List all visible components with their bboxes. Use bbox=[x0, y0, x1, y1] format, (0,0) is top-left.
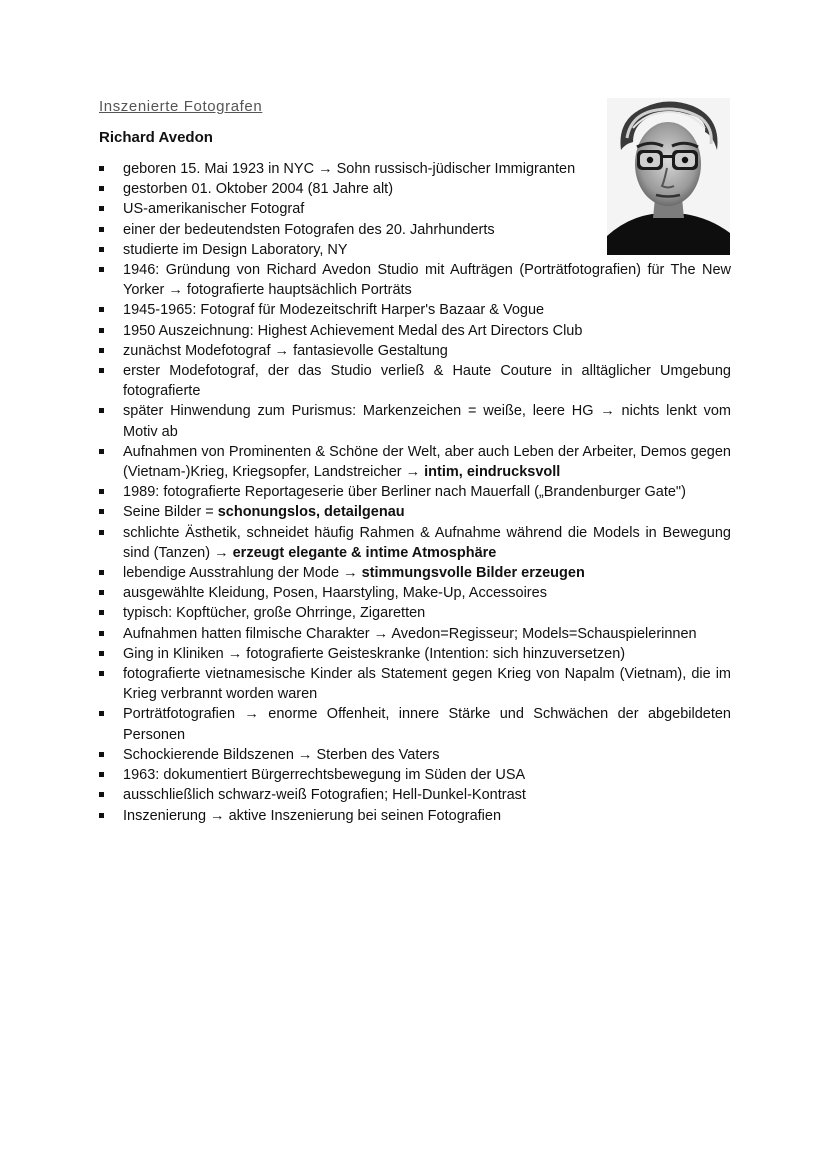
fact-list bbox=[99, 159, 731, 826]
list-item-text: 1945-1965: Fotograf für Modezeitschrift Harper's Bazaar & Vogue bbox=[123, 302, 545, 319]
list-item-text: typisch: Kopftücher, große Ohrringe, Zigaretten bbox=[123, 605, 426, 622]
list-item-text: einer der bedeutendsten Fotografen des 20. Jahrhunderts bbox=[123, 221, 495, 238]
list-item-emphasis: intim, eindrucksvoll bbox=[424, 464, 561, 481]
list-item bbox=[99, 321, 731, 341]
list-item bbox=[99, 179, 595, 199]
list-item bbox=[99, 260, 731, 300]
list-item-emphasis: erzeugt elegante & intime Atmosphäre bbox=[232, 544, 497, 561]
list-item-text: 1963: dokumentiert Bürgerrechtsbewegung im Süden der USA bbox=[123, 767, 526, 784]
list-item-text: fotografierte vietnamesische Kinder als Statement gegen Krieg von Napalm (Vietnam), die im Krieg verbrannt worden waren bbox=[123, 666, 731, 703]
bullet-square-icon bbox=[99, 247, 104, 252]
list-item-text: lebendige Ausstrahlung der Mode → bbox=[123, 565, 362, 582]
list-item-text: Inszenierung → aktive Inszenierung bei seinen Fotografien bbox=[123, 807, 502, 824]
bullet-square-icon bbox=[99, 267, 104, 272]
list-item-text: später Hinwendung zum Purismus: Markenzeichen = weiße, leere HG → nichts lenkt vom Motiv ab bbox=[123, 403, 731, 440]
bullet-square-icon bbox=[99, 509, 104, 514]
list-item bbox=[99, 341, 731, 361]
bullet-square-icon bbox=[99, 671, 104, 676]
bullet-square-icon bbox=[99, 570, 104, 575]
list-item bbox=[99, 806, 731, 826]
list-item bbox=[99, 220, 595, 240]
list-item bbox=[99, 199, 595, 219]
bullet-square-icon bbox=[99, 711, 104, 716]
list-item bbox=[99, 159, 595, 179]
list-item-text: 1989: fotografierte Reportageserie über Berliner nach Mauerfall („Brandenburger Gate") bbox=[123, 484, 686, 501]
bullet-square-icon bbox=[99, 530, 104, 535]
list-item bbox=[99, 523, 731, 563]
list-item-text: ausschließlich schwarz-weiß Fotografien; Hell-Dunkel-Kontrast bbox=[123, 787, 526, 804]
list-item bbox=[99, 401, 731, 441]
bullet-square-icon bbox=[99, 489, 104, 494]
list-item-emphasis: stimmungsvolle Bilder erzeugen bbox=[361, 565, 585, 582]
list-item bbox=[99, 603, 731, 623]
bullet-square-icon bbox=[99, 206, 104, 211]
list-item bbox=[99, 361, 731, 401]
list-item-text: Schockierende Bildszenen → Sterben des Vaters bbox=[123, 746, 440, 763]
bullet-square-icon bbox=[99, 651, 104, 656]
list-item bbox=[99, 482, 731, 502]
list-item bbox=[99, 624, 731, 644]
bullet-square-icon bbox=[99, 772, 104, 777]
bullet-square-icon bbox=[99, 449, 104, 454]
bullet-square-icon bbox=[99, 186, 104, 191]
list-item-text: US-amerikanischer Fotograf bbox=[123, 201, 305, 218]
list-item bbox=[99, 644, 731, 664]
list-item bbox=[99, 704, 731, 744]
bullet-square-icon bbox=[99, 631, 104, 636]
bullet-square-icon bbox=[99, 368, 104, 373]
list-item-text: Porträtfotografien → enorme Offenheit, innere Stärke und Schwächen der abgebildeten Personen bbox=[123, 706, 731, 743]
list-item bbox=[99, 745, 731, 765]
list-item-text: Seine Bilder = bbox=[123, 504, 218, 521]
list-item bbox=[99, 664, 731, 704]
list-item-text: geboren 15. Mai 1923 in NYC → Sohn russisch-jüdischer Immigranten bbox=[123, 161, 576, 177]
list-item bbox=[99, 240, 595, 260]
list-item-text: 1950 Auszeichnung: Highest Achievement Medal des Art Directors Club bbox=[123, 322, 583, 339]
list-item-text: Aufnahmen hatten filmische Charakter → Avedon=Regisseur; Models=Schauspielerinnen bbox=[123, 625, 697, 642]
bullet-square-icon bbox=[99, 792, 104, 797]
list-item bbox=[99, 563, 731, 583]
list-item bbox=[99, 785, 731, 805]
bullet-square-icon bbox=[99, 328, 104, 333]
bullet-square-icon bbox=[99, 227, 104, 232]
bullet-square-icon bbox=[99, 348, 104, 353]
list-item-text: erster Modefotograf, der das Studio verließ & Haute Couture in alltäglicher Umgebung fotografierte bbox=[123, 363, 731, 400]
list-item-text: 1946: Gründung von Richard Avedon Studio mit Aufträgen (Porträtfotografien) für The New Yorker → fotografierte hauptsächlich Porträts bbox=[123, 262, 731, 299]
list-item-text: schlichte Ästhetik, schneidet häufig Rahmen & Aufnahme während die Models in Bewegung sind (Tanzen) → bbox=[123, 524, 731, 561]
list-item bbox=[99, 442, 731, 482]
list-item-text: zunächst Modefotograf → fantasievolle Gestaltung bbox=[123, 342, 448, 359]
bullet-square-icon bbox=[99, 166, 104, 171]
section-title: Inszenierte Fotografen bbox=[99, 98, 263, 115]
person-name: Richard Avedon bbox=[99, 129, 213, 146]
list-item bbox=[99, 765, 731, 785]
list-item bbox=[99, 502, 731, 522]
list-item-emphasis: schonungslos, detailgenau bbox=[217, 504, 405, 521]
bullet-square-icon bbox=[99, 813, 104, 818]
list-item bbox=[99, 300, 731, 320]
list-item-text: studierte im Design Laboratory, NY bbox=[123, 241, 348, 258]
list-item bbox=[99, 583, 731, 603]
list-item-text: Aufnahmen von Prominenten & Schöne der Welt, aber auch Leben der Arbeiter, Demos gegen (Vietnam-)Krieg, Kriegsopfer, Landstreicher → bbox=[123, 443, 731, 481]
bullet-square-icon bbox=[99, 752, 104, 757]
list-item-text: gestorben 01. Oktober 2004 (81 Jahre alt) bbox=[123, 181, 394, 198]
list-item-text: Ging in Kliniken → fotografierte Geisteskranke (Intention: sich hinzuversetzen) bbox=[123, 645, 626, 662]
bullet-square-icon bbox=[99, 307, 104, 312]
bullet-square-icon bbox=[99, 590, 104, 595]
bullet-square-icon bbox=[99, 408, 104, 413]
list-item-text: ausgewählte Kleidung, Posen, Haarstyling, Make-Up, Accessoires bbox=[123, 585, 547, 602]
bullet-square-icon bbox=[99, 610, 104, 615]
